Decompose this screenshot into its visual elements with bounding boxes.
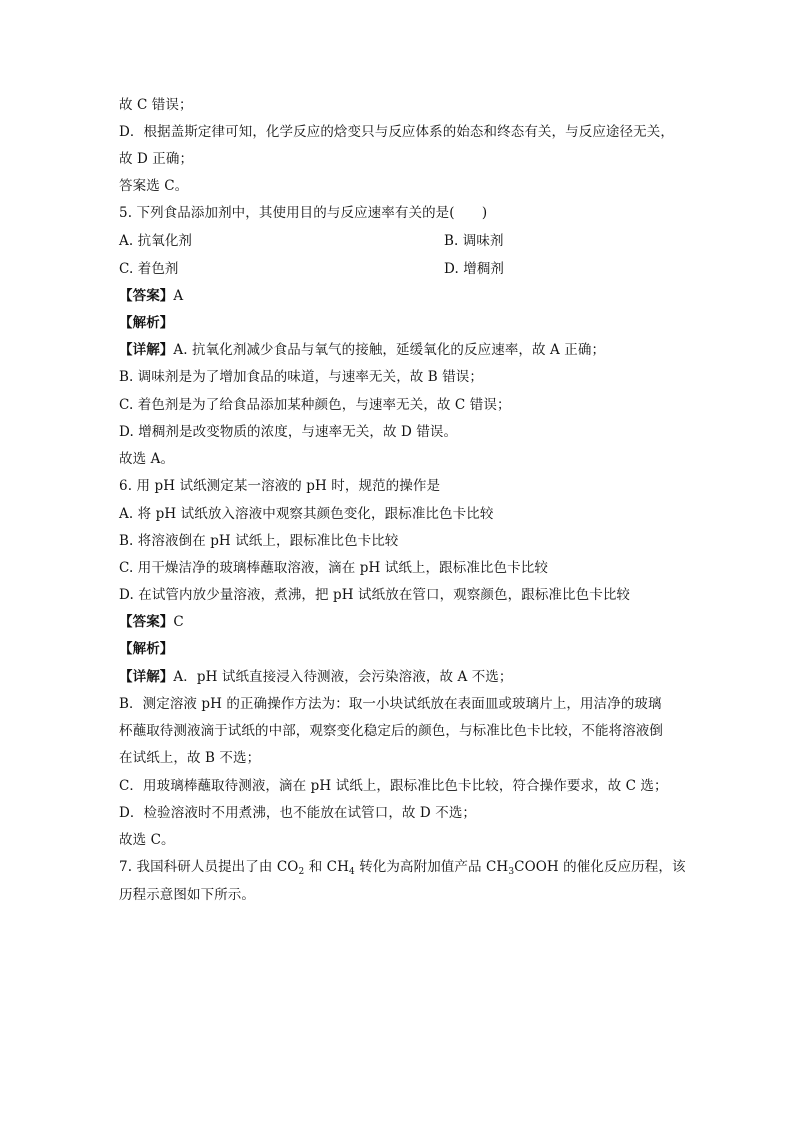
q6-detail-a: A．pH 试纸直接浸入待测液，会污染溶液，故 A 不选； xyxy=(173,669,513,685)
q5-option-b: B. 调味剂 xyxy=(444,233,504,249)
q6-conclusion: 故选 C。 xyxy=(119,832,175,848)
q5-answer-value: A xyxy=(173,288,184,304)
q6-detail-b1: B．测定溶液 pH 的正确操作方法为：取一小块试纸放在表面皿或玻璃片上，用洁净的玻璃 xyxy=(119,696,662,712)
q6-answer xyxy=(119,613,184,631)
q5-option-d: D. 增稠剂 xyxy=(444,261,505,277)
prev-d-line1: D．根据盖斯定律可知，化学反应的焓变只与反应体系的始态和终态有关，与反应途径无关， xyxy=(119,124,674,140)
q6-analysis-tag: 【解析】 xyxy=(119,641,174,657)
q6-detail-a-line xyxy=(119,668,513,686)
q6-option-c: C. 用干燥洁净的玻璃棒蘸取溶液，滴在 pH 试纸上，跟标准比色卡比较 xyxy=(119,560,548,576)
q7-sub-1: 2 xyxy=(298,867,305,877)
q5-option-a: A. 抗氧化剂 xyxy=(119,233,193,249)
q7-sub-3: 3 xyxy=(508,867,515,877)
q5-detail-tag: 【详解】 xyxy=(119,342,174,358)
q6-detail-tag: 【详解】 xyxy=(119,669,174,685)
prev-d-line2: 故 D 正确； xyxy=(119,151,194,167)
q5-detail-b: B. 调味剂是为了增加食品的味道，与速率无关，故 B 错误； xyxy=(119,369,484,385)
q7-text-4: COOH 的催化反应历程，该 xyxy=(514,859,686,875)
q6-detail-c: C．用玻璃棒蘸取待测液，滴在 pH 试纸上，跟标准比色卡比较，符合操作要求，故 C 选； xyxy=(119,778,668,794)
q6-answer-tag: 【答案】 xyxy=(119,614,174,630)
prev-answer: 答案选 C。 xyxy=(119,178,189,194)
q7-stem-line1 xyxy=(119,858,686,876)
q6-option-b: B. 将溶液倒在 pH 试纸上，跟标准比色卡比较 xyxy=(119,533,399,549)
q7-text-3: 转化为高附加值产品 CH xyxy=(354,859,509,875)
prev-c-wrong: 故 C 错误； xyxy=(119,97,193,113)
q7-stem-line2: 历程示意图如下所示。 xyxy=(119,887,255,903)
q6-answer-value: C xyxy=(173,614,184,630)
q5-stem: 5. 下列食品添加剂中，其使用目的与反应速率有关的是( ) xyxy=(119,205,488,221)
q5-answer-tag: 【答案】 xyxy=(119,288,174,304)
q5-answer xyxy=(119,287,183,305)
q5-option-c: C. 着色剂 xyxy=(119,261,179,277)
q6-detail-b3: 在试纸上，故 B 不选； xyxy=(119,750,261,766)
q6-option-a: A. 将 pH 试纸放入溶液中观察其颜色变化，跟标准比色卡比较 xyxy=(119,506,494,522)
q7-sub-2: 4 xyxy=(348,867,355,877)
q5-detail-d: D. 增稠剂是改变物质的浓度，与速率无关，故 D 错误。 xyxy=(119,424,458,440)
q5-detail-c: C. 着色剂是为了给食品添加某种颜色，与速率无关，故 C 错误； xyxy=(119,397,511,413)
q5-detail-a-line xyxy=(119,341,605,359)
q6-option-d: D. 在试管内放少量溶液，煮沸，把 pH 试纸放在管口，观察颜色，跟标准比色卡比较 xyxy=(119,587,631,603)
q5-detail-a: A. 抗氧化剂减少食品与氧气的接触，延缓氧化的反应速率，故 A 正确； xyxy=(173,342,606,358)
q5-conclusion: 故选 A。 xyxy=(119,451,175,467)
q7-text-2: 和 CH xyxy=(304,859,349,875)
q7-text-1: 7. 我国科研人员提出了由 CO xyxy=(119,859,299,875)
q6-detail-b2: 杯蘸取待测液滴于试纸的中部，观察变化稳定后的颜色，与标准比色卡比较，不能将溶液倒 xyxy=(119,723,663,739)
q6-detail-d: D．检验溶液时不用煮沸，也不能放在试管口，故 D 不选； xyxy=(119,805,477,821)
q5-analysis-tag: 【解析】 xyxy=(119,315,174,331)
q6-stem: 6. 用 pH 试纸测定某一溶液的 pH 时，规范的操作是 xyxy=(119,478,441,494)
